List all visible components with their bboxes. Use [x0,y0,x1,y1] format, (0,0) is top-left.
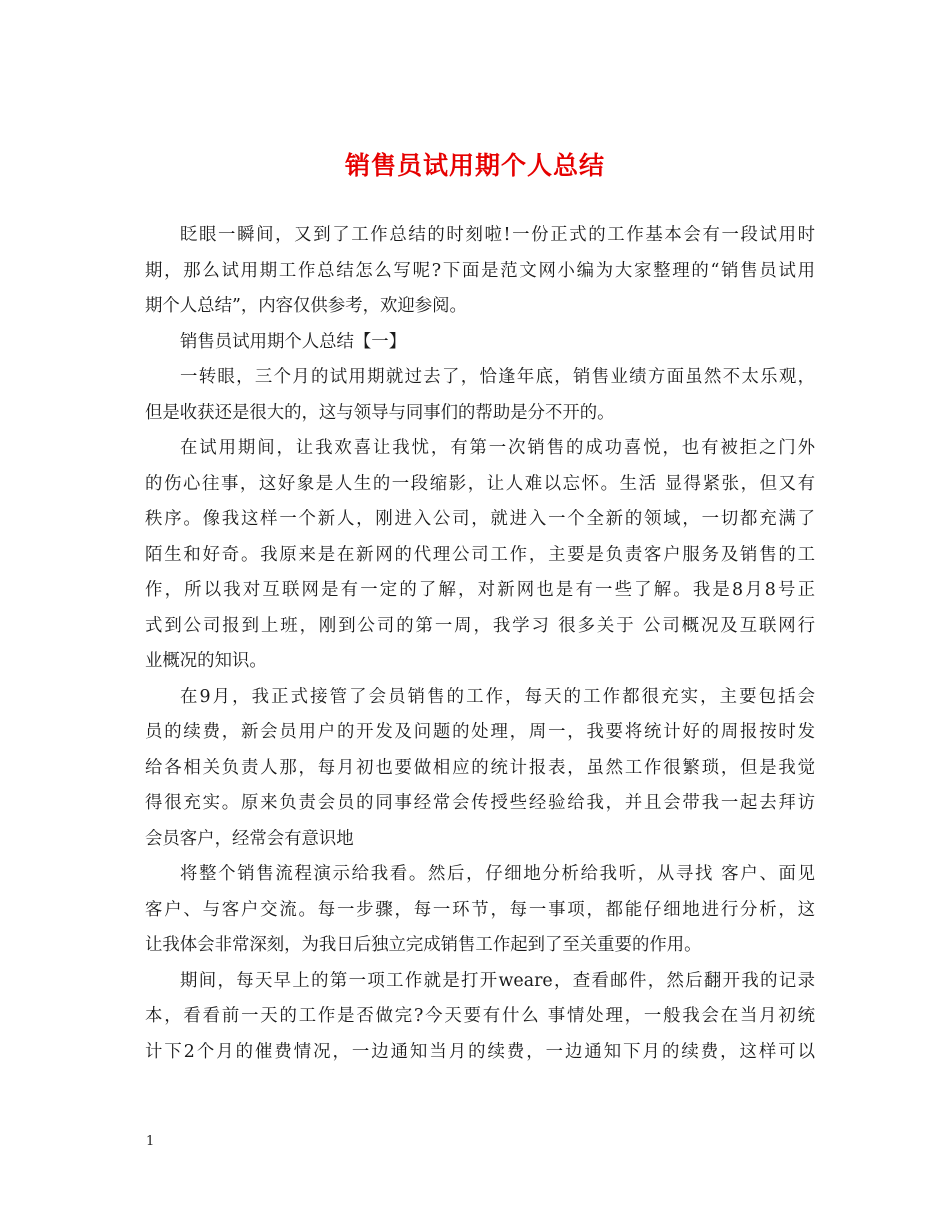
paragraph-line: 眨眼一瞬间，又到了工作总结的时刻啦!一份正式的工作基本会有一段试用时 [180,225,815,245]
paragraph-line: 但是收获还是很大的，这与领导与同事们的帮助是分不开的。 [145,403,615,423]
paragraph-line: 得很充实。原来负责会员的同事经常会传授些经验给我，并且会带我一起去拜访 [145,793,815,813]
paragraph-line: 一转眼，三个月的试用期就过去了，恰逢年底，销售业绩方面虽然不太乐观， [180,367,815,387]
paragraph-line: 会员客户，经常会有意识地 [145,829,354,849]
paragraph-line: 客户、与客户交流。每一步骤，每一环节，每一事项，都能仔细地进行分析，这 [145,900,815,920]
paragraph-line: 秩序。像我这样一个新人，刚进入公司，就进入一个全新的领域，一切都充满了 [145,509,815,529]
paragraph-line: 期间，每天早上的第一项工作就是打开weare，查看邮件，然后翻开我的记录 [180,971,815,991]
paragraph-line: 在9月，我正式接管了会员销售的工作，每天的工作都很充实，主要包括会 [180,687,815,707]
paragraph-line: 在试用期间，让我欢喜让我忧，有第一次销售的成功喜悦，也有被拒之门外 [180,438,815,458]
paragraph-line: 陌生和好奇。我原来是在新网的代理公司工作，主要是负责客户服务及销售的工 [145,545,815,565]
paragraph-line: 期，那么试用期工作总结怎么写呢?下面是范文网小编为大家整理的“销售员试用 [145,261,815,281]
paragraph-line: 计下2个月的催费情况，一边通知当月的续费，一边通知下月的续费，这样可以 [145,1042,815,1062]
section-heading: 销售员试用期个人总结【一】 [180,332,407,352]
paragraph-line: 让我体会非常深刻，为我日后独立完成销售工作起到了至关重要的作用。 [145,935,702,955]
document-title: 销售员试用期个人总结 [344,151,605,180]
paragraph-line: 员的续费，新会员用户的开发及问题的处理，周一，我要将统计好的周报按时发 [145,722,815,742]
paragraph-line: 给各相关负责人那，每月初也要做相应的统计报表，虽然工作很繁琐，但是我觉 [145,758,815,778]
paragraph-line: 作，所以我对互联网是有一定的了解，对新网也是有一些了解。我是8月8号正 [145,580,815,600]
paragraph-line: 本，看看前一天的工作是否做完?今天要有什么 事情处理，一般我会在当月初统 [145,1006,815,1026]
paragraph-line: 的伤心往事，这好象是人生的一段缩影，让人难以忘怀。生活 显得紧张，但又有 [145,474,815,494]
paragraph-line: 式到公司报到上班，刚到公司的第一周，我学习 很多关于 公司概况及互联网行 [145,616,815,636]
paragraph-line: 将整个销售流程演示给我看。然后，仔细地分析给我听，从寻找 客户、面见 [180,864,815,884]
paragraph-line: 期个人总结”，内容仅供参考，欢迎参阅。 [145,296,467,316]
page-number: 1 [146,1134,155,1149]
paragraph-line: 业概况的知识。 [145,651,267,671]
